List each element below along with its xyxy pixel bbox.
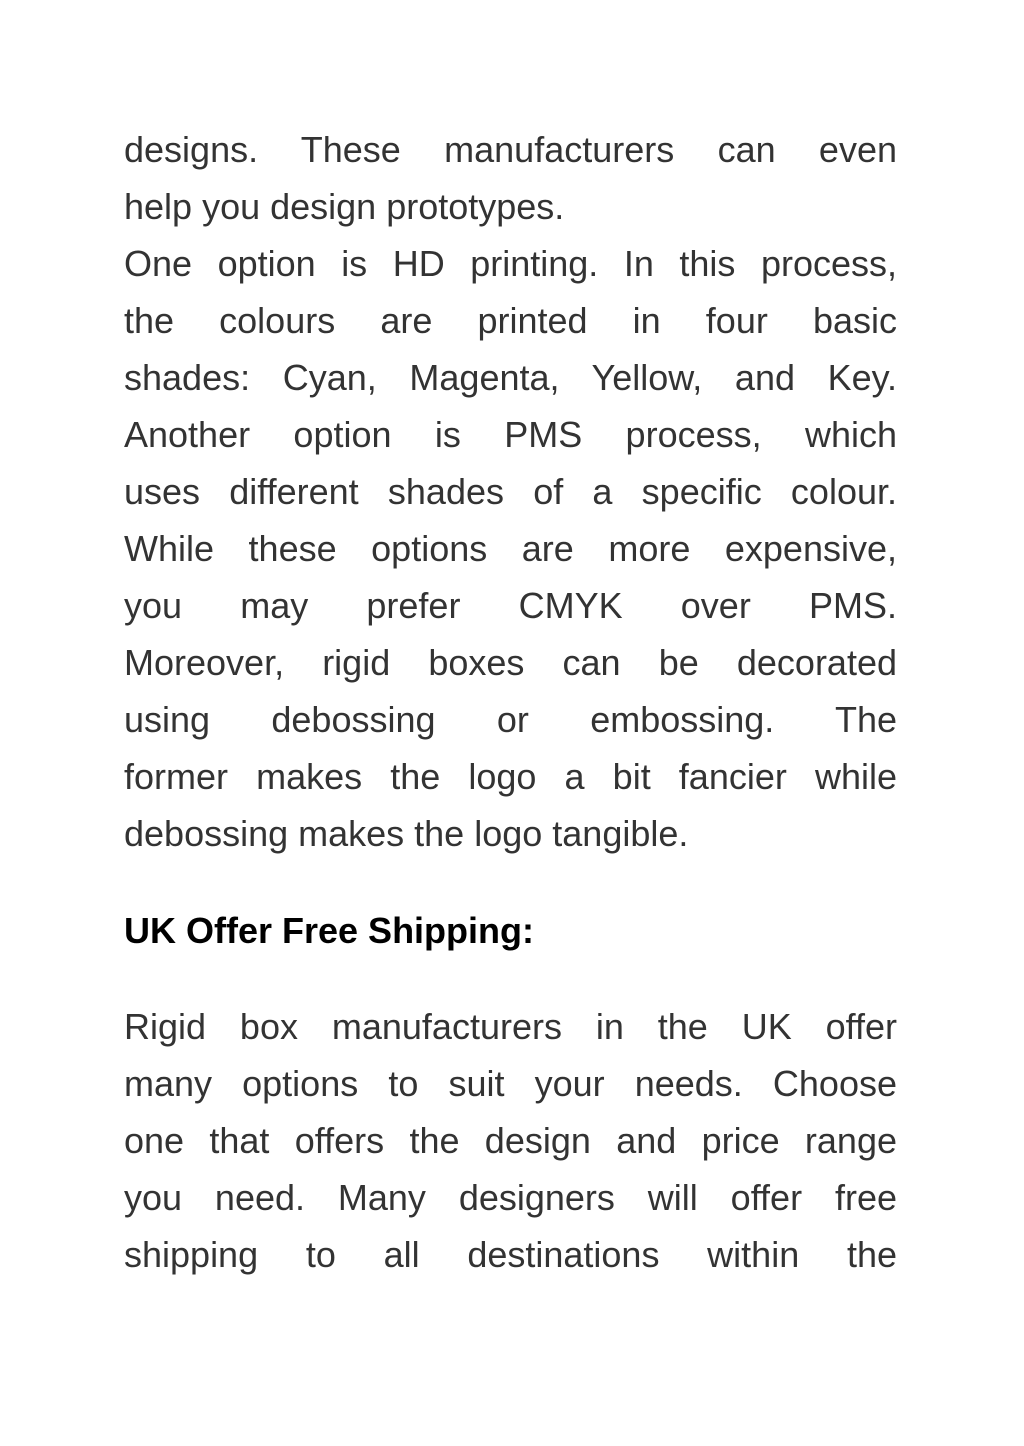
text-line: using debossing or embossing. The — [124, 699, 897, 740]
section-heading: UK Offer Free Shipping: — [124, 910, 535, 951]
heading-spacer — [124, 959, 897, 998]
text-line: you need. Many designers will offer free — [124, 1177, 897, 1218]
paragraph-printing-options — [124, 235, 897, 862]
text-line: One option is HD printing. In this process, — [124, 243, 897, 284]
text-line: Moreover, rigid boxes can be decorated — [124, 642, 897, 683]
text-line: Rigid box manufacturers in the UK offer — [124, 1006, 897, 1047]
text-line: uses different shades of a specific colour. — [124, 471, 897, 512]
text-line: former makes the logo a bit fancier while — [124, 756, 897, 797]
text-line: you may prefer CMYK over PMS. — [124, 585, 897, 626]
text-line: the colours are printed in four basic — [124, 300, 897, 341]
paragraph-spacer — [124, 862, 897, 902]
text-line: many options to suit your needs. Choose — [124, 1063, 897, 1104]
text-line: While these options are more expensive, — [124, 528, 897, 569]
text-line: one that offers the design and price range — [124, 1120, 897, 1161]
paragraph-uk-manufacturers — [124, 998, 897, 1283]
document-body — [124, 121, 897, 1283]
text-line: shipping to all destinations within the — [124, 1234, 897, 1275]
text-line: debossing makes the logo tangible. — [124, 813, 689, 854]
paragraph-design-prototypes — [124, 121, 897, 235]
text-line: shades: Cyan, Magenta, Yellow, and Key. — [124, 357, 897, 398]
text-line: designs. These manufacturers can even — [124, 129, 897, 170]
text-line: Another option is PMS process, which — [124, 414, 897, 455]
text-line: help you design prototypes. — [124, 186, 565, 227]
